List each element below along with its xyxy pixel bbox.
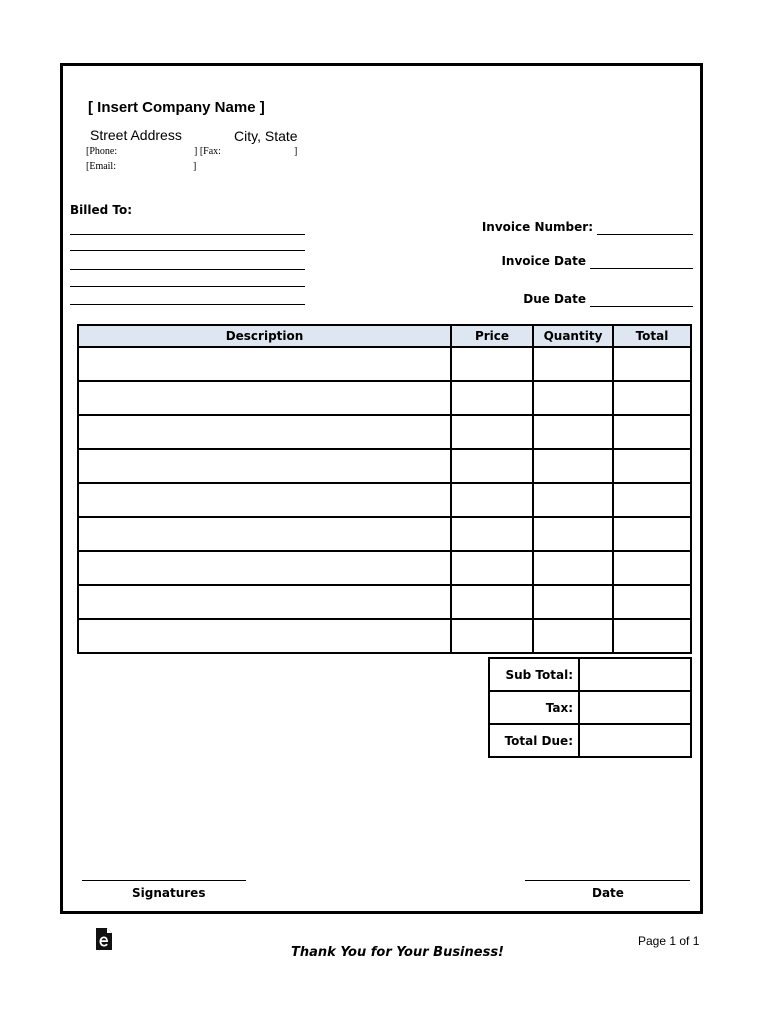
description-cell[interactable] bbox=[78, 449, 451, 483]
table-row bbox=[78, 551, 691, 585]
quantity-cell[interactable] bbox=[533, 381, 613, 415]
table-row bbox=[78, 347, 691, 381]
description-cell[interactable] bbox=[78, 585, 451, 619]
column-header-description: Description bbox=[78, 325, 451, 347]
thank-you-message: Thank You for Your Business! bbox=[291, 945, 504, 960]
description-cell[interactable] bbox=[78, 483, 451, 517]
invoice-number-field[interactable] bbox=[597, 234, 693, 235]
total-cell[interactable] bbox=[613, 483, 691, 517]
quantity-cell[interactable] bbox=[533, 551, 613, 585]
subtotal-label: Sub Total: bbox=[489, 658, 579, 691]
total-cell[interactable] bbox=[613, 347, 691, 381]
table-row bbox=[78, 619, 691, 653]
column-header-total: Total bbox=[613, 325, 691, 347]
invoice-date-label: Invoice Date bbox=[501, 254, 586, 268]
due-date-field[interactable] bbox=[590, 306, 693, 307]
page-number: Page 1 of 1 bbox=[638, 934, 700, 948]
total-cell[interactable] bbox=[613, 619, 691, 653]
table-row bbox=[78, 585, 691, 619]
total-cell[interactable] bbox=[613, 415, 691, 449]
tax-value[interactable] bbox=[579, 691, 691, 724]
billed-to-line[interactable] bbox=[70, 286, 305, 287]
price-cell[interactable] bbox=[451, 415, 533, 449]
total-due-row bbox=[489, 724, 691, 757]
total-due-label: Total Due: bbox=[489, 724, 579, 757]
description-cell[interactable] bbox=[78, 517, 451, 551]
price-cell[interactable] bbox=[451, 347, 533, 381]
signature-line[interactable] bbox=[82, 880, 246, 881]
total-cell[interactable] bbox=[613, 585, 691, 619]
column-header-quantity: Quantity bbox=[533, 325, 613, 347]
total-cell[interactable] bbox=[613, 449, 691, 483]
signatures-label: Signatures bbox=[132, 886, 206, 900]
date-signature-line[interactable] bbox=[525, 880, 690, 881]
total-cell[interactable] bbox=[613, 381, 691, 415]
email-label: [Email: bbox=[86, 161, 116, 172]
street-address: Street Address bbox=[90, 127, 182, 143]
quantity-cell[interactable] bbox=[533, 483, 613, 517]
line-items-table bbox=[77, 324, 692, 654]
description-cell[interactable] bbox=[78, 619, 451, 653]
billed-to-line[interactable] bbox=[70, 269, 305, 270]
price-cell[interactable] bbox=[451, 449, 533, 483]
total-cell[interactable] bbox=[613, 551, 691, 585]
phone-label: [Phone: bbox=[86, 146, 118, 157]
quantity-cell[interactable] bbox=[533, 449, 613, 483]
price-cell[interactable] bbox=[451, 381, 533, 415]
price-cell[interactable] bbox=[451, 585, 533, 619]
total-cell[interactable] bbox=[613, 517, 691, 551]
quantity-cell[interactable] bbox=[533, 347, 613, 381]
company-name: [ Insert Company Name ] bbox=[88, 99, 265, 116]
date-label: Date bbox=[592, 886, 624, 900]
tax-label: Tax: bbox=[489, 691, 579, 724]
description-cell[interactable] bbox=[78, 381, 451, 415]
description-cell[interactable] bbox=[78, 551, 451, 585]
price-cell[interactable] bbox=[451, 517, 533, 551]
table-row bbox=[78, 517, 691, 551]
price-cell[interactable] bbox=[451, 483, 533, 517]
totals-table bbox=[488, 657, 692, 758]
fax-close-bracket: ] bbox=[294, 146, 298, 157]
quantity-cell[interactable] bbox=[533, 619, 613, 653]
email-close-bracket: ] bbox=[193, 161, 197, 172]
subtotal-row bbox=[489, 658, 691, 691]
table-row bbox=[78, 483, 691, 517]
total-due-value[interactable] bbox=[579, 724, 691, 757]
table-row bbox=[78, 381, 691, 415]
quantity-cell[interactable] bbox=[533, 517, 613, 551]
price-cell[interactable] bbox=[451, 619, 533, 653]
table-row bbox=[78, 415, 691, 449]
billed-to-line[interactable] bbox=[70, 250, 305, 251]
table-header-row bbox=[78, 325, 691, 347]
billed-to-line[interactable] bbox=[70, 234, 305, 235]
quantity-cell[interactable] bbox=[533, 585, 613, 619]
description-cell[interactable] bbox=[78, 347, 451, 381]
city-state: City, State bbox=[234, 128, 298, 144]
quantity-cell[interactable] bbox=[533, 415, 613, 449]
eforms-logo-icon bbox=[94, 927, 114, 951]
due-date-label: Due Date bbox=[523, 292, 586, 306]
billed-to-label: Billed To: bbox=[70, 203, 133, 217]
price-cell[interactable] bbox=[451, 551, 533, 585]
table-row bbox=[78, 449, 691, 483]
column-header-price: Price bbox=[451, 325, 533, 347]
invoice-date-field[interactable] bbox=[590, 268, 693, 269]
fax-label: ] [Fax: bbox=[194, 146, 221, 157]
tax-row bbox=[489, 691, 691, 724]
subtotal-value[interactable] bbox=[579, 658, 691, 691]
invoice-number-label: Invoice Number: bbox=[481, 220, 593, 234]
description-cell[interactable] bbox=[78, 415, 451, 449]
billed-to-line[interactable] bbox=[70, 304, 305, 305]
